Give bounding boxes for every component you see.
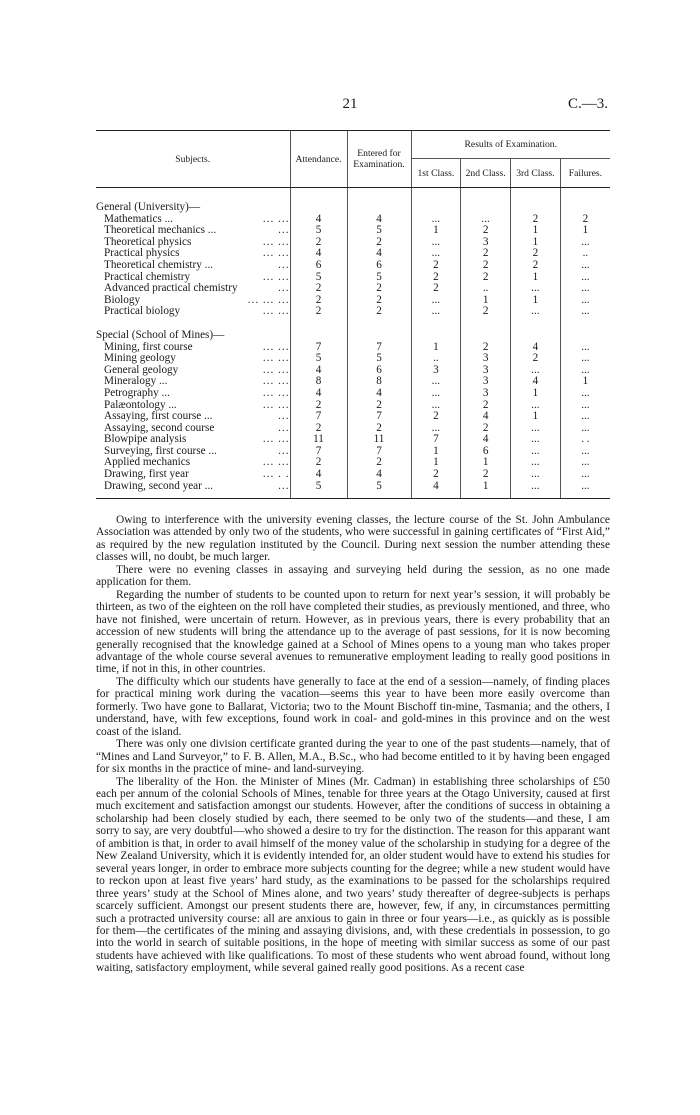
subject-cell — [96, 295, 290, 307]
first-cell: ... — [411, 214, 461, 226]
entered-cell: 2 — [347, 237, 411, 249]
third-cell: ... — [511, 306, 561, 318]
empty-cell — [411, 202, 461, 214]
subject-name: Advanced practical chemistry — [104, 283, 238, 295]
subject-cell-inner — [96, 457, 290, 469]
leader-dots: ... ... — [262, 248, 290, 260]
subject-cell-inner — [96, 283, 290, 295]
failures-cell: ... — [560, 469, 610, 481]
subject-cell-inner — [96, 434, 290, 446]
failures-cell: ... — [560, 306, 610, 318]
third-cell: 4 — [511, 376, 561, 388]
attendance-cell: 2 — [290, 423, 347, 435]
leader-dots: ... — [278, 411, 290, 423]
subject-name: Mineralogy ... — [104, 376, 168, 388]
attendance-cell: 5 — [290, 353, 347, 365]
paragraph: The difficulty which our students have generally to face at the end of a session—namely, of finding places for practical mining work during the vacation—seems this year to have been more easily overcome than formerly. Two have gone to Ballarat, Victoria; two to the Mount Bischoff tin-mine, Tasmania; and the others, I understand, have, with few exceptions, found work in coal- and gold-mines in this province and on the west coast of the island. — [96, 675, 610, 738]
third-cell: ... — [511, 434, 561, 446]
subject-cell — [96, 434, 290, 446]
subject-cell — [96, 260, 290, 272]
paragraph: There was only one division certificate granted during the year to one of the past students—namely, that of “Mines and Land Surveyor,” to F. B. Allen, M.A., B.Sc., who had become entitled to it by having been engaged for six months in the practice of mine- and land-surveying. — [96, 738, 610, 776]
table-group-heading-row — [96, 202, 610, 214]
spacer-cell — [290, 188, 347, 203]
third-cell: 2 — [511, 353, 561, 365]
failures-cell: ... — [560, 457, 610, 469]
failures-cell: ... — [560, 353, 610, 365]
leader-dots: ... ... — [262, 353, 290, 365]
spacer-cell — [560, 188, 610, 203]
row-spacer — [96, 188, 610, 203]
second-cell: 3 — [461, 353, 511, 365]
third-cell: ... — [511, 469, 561, 481]
subject-cell — [96, 400, 290, 412]
entered-cell: 2 — [347, 283, 411, 295]
table-row — [96, 225, 610, 237]
entered-cell: 4 — [347, 248, 411, 260]
header-failures: Failures. — [560, 159, 610, 188]
page-number: 21 — [342, 96, 358, 112]
first-cell: 2 — [411, 283, 461, 295]
subject-cell — [96, 237, 290, 249]
subject-cell — [96, 214, 290, 226]
subject-name: Practical physics — [104, 248, 180, 260]
third-cell: 1 — [511, 295, 561, 307]
subject-name: Mining geology — [104, 353, 176, 365]
examination-results-table — [96, 130, 610, 499]
attendance-cell: 6 — [290, 260, 347, 272]
first-cell: ... — [411, 306, 461, 318]
failures-cell: ... — [560, 260, 610, 272]
subject-cell-inner — [96, 376, 290, 388]
first-cell: ... — [411, 423, 461, 435]
table-row — [96, 469, 610, 481]
subject-name: Surveying, first course ... — [104, 445, 217, 457]
table-row — [96, 295, 610, 307]
header-results: Results of Examination. — [411, 131, 610, 159]
attendance-cell: 7 — [290, 342, 347, 354]
table-row — [96, 237, 610, 249]
subject-cell-inner — [96, 225, 290, 237]
second-cell: 2 — [461, 272, 511, 284]
table-row — [96, 423, 610, 435]
first-cell: ... — [411, 400, 461, 412]
second-cell: 3 — [461, 388, 511, 400]
table-row — [96, 481, 610, 499]
failures-cell: ... — [560, 400, 610, 412]
entered-cell: 5 — [347, 225, 411, 237]
first-cell: 1 — [411, 457, 461, 469]
spacer-cell — [511, 188, 561, 203]
attendance-cell: 2 — [290, 295, 347, 307]
entered-cell: 5 — [347, 272, 411, 284]
subject-cell-inner — [96, 365, 290, 377]
subject-cell — [96, 423, 290, 435]
failures-cell: ... — [560, 423, 610, 435]
paragraph: The liberality of the Hon. the Minister of Mines (Mr. Cadman) in establishing three scholarships of £50 each per annum of the colonial Schools of Mines, tenable for three years at the Otago University, caused at first much excitement and satisfaction amongst our students. However, after the conditions of success in obtaining a scholarship had been closely studied by each, there seemed to be only two of the students—and these, I am sorry to say, are very doubtful—who showed a desire to try for the distinction. The reason for this apparant want of ambition is that, in order to avail himself of the money value of the scholarship in studying for a degree of the New Zealand University, which it is evidently intended for, an older student would have to extend his studies for several years longer, in order to embrace more subjects counting for the degree; while a new student would have to reckon upon at least five years’ hard study, as the examinations to be passed for the scholarships required three years’ study at the School of Mines alone, and two years’ study thereafter of degree-subjects is perhaps scarcely sufficient. Amongst our present students there are, however, few, if any, in circumstances permitting such a protracted university course: all are anxious to gain in three or four years—i.e., as quickly as is possible for them—the certificates of the mining and assaying divisions, and, with these credentials in possession, to go into the world in search of suitable positions, in the hope of meeting with similar success as some of our past students have achieved with like qualifications. To most of these students who went abroad found, without long waiting, satisfactory employment, while several gained really good positions. As a recent case — [96, 775, 610, 975]
attendance-cell: 4 — [290, 214, 347, 226]
failures-cell: . . — [560, 434, 610, 446]
third-cell: 1 — [511, 272, 561, 284]
subject-name: Assaying, second course — [104, 422, 215, 434]
subject-cell — [96, 411, 290, 423]
table-row — [96, 434, 610, 446]
header-third-class: 3rd Class. — [511, 159, 561, 188]
leader-dots: ... ... — [262, 399, 290, 411]
table-row — [96, 214, 610, 226]
leader-dots: ... — [278, 480, 290, 492]
spacer-cell — [411, 318, 461, 330]
first-cell: 1 — [411, 225, 461, 237]
first-cell: ... — [411, 237, 461, 249]
subject-name: Theoretical chemistry ... — [104, 259, 214, 271]
second-cell: 2 — [461, 342, 511, 354]
subject-name: General geology — [104, 364, 179, 376]
first-cell: ... — [411, 248, 461, 260]
subject-name: Biology — [104, 294, 141, 306]
table-group-heading-row — [96, 330, 610, 342]
table-row — [96, 457, 610, 469]
third-cell: 2 — [511, 248, 561, 260]
table-row — [96, 446, 610, 458]
second-cell: 3 — [461, 237, 511, 249]
subject-cell — [96, 272, 290, 284]
empty-cell — [560, 202, 610, 214]
second-cell: ... — [461, 214, 511, 226]
subject-cell-inner — [96, 446, 290, 458]
table-row — [96, 272, 610, 284]
leader-dots: ... ... — [262, 434, 290, 446]
second-cell: 2 — [461, 423, 511, 435]
empty-cell — [290, 202, 347, 214]
subject-cell-inner — [96, 353, 290, 365]
document-reference: C.—3. — [568, 96, 609, 112]
subject-cell-inner — [96, 469, 290, 481]
entered-cell: 2 — [347, 295, 411, 307]
entered-cell: 7 — [347, 446, 411, 458]
spacer-cell — [411, 188, 461, 203]
empty-cell — [560, 330, 610, 342]
third-cell: 1 — [511, 388, 561, 400]
subject-cell-inner — [96, 481, 290, 493]
third-cell: 2 — [511, 214, 561, 226]
leader-dots: ... ... — [262, 236, 290, 248]
subject-name: Mathematics ... — [104, 213, 173, 225]
subject-cell — [96, 481, 290, 499]
attendance-cell: 5 — [290, 481, 347, 499]
leader-dots: ... ... ... — [247, 294, 290, 306]
subject-cell-inner — [96, 248, 290, 260]
group-title: General (University)— — [96, 202, 201, 213]
table-body — [96, 188, 610, 499]
paragraph: Owing to interference with the university evening classes, the lecture course of the St. John Ambulance Association was attended by only two of the students, who were successful in gaining certificates of “First Aid,” as required by the new regulation instituted by the Council. During next session the number attending these classes will, no doubt, be much larger. — [96, 514, 610, 564]
leader-dots: ... — [278, 422, 290, 434]
failures-cell: ... — [560, 342, 610, 354]
subject-name: Assaying, first course ... — [104, 411, 213, 423]
table-row — [96, 353, 610, 365]
subject-cell — [96, 469, 290, 481]
attendance-cell: 7 — [290, 411, 347, 423]
empty-cell — [461, 330, 511, 342]
attendance-cell: 4 — [290, 388, 347, 400]
subject-cell — [96, 446, 290, 458]
subject-cell-inner — [96, 388, 290, 400]
leader-dots: ... ... — [262, 341, 290, 353]
table-row — [96, 342, 610, 354]
table-row — [96, 260, 610, 272]
third-cell: 1 — [511, 225, 561, 237]
entered-cell: 2 — [347, 400, 411, 412]
leader-dots: ... ... — [262, 364, 290, 376]
third-cell: ... — [511, 400, 561, 412]
body-text — [96, 514, 610, 975]
attendance-cell: 4 — [290, 248, 347, 260]
attendance-cell: 5 — [290, 272, 347, 284]
subject-name: Practical chemistry — [104, 271, 191, 283]
subject-cell — [96, 457, 290, 469]
first-cell: 3 — [411, 365, 461, 377]
subject-cell-inner — [96, 411, 290, 423]
entered-cell: 6 — [347, 260, 411, 272]
spacer-cell — [347, 318, 411, 330]
leader-dots: ... — [278, 445, 290, 457]
subject-cell-inner — [96, 306, 290, 318]
failures-cell: ... — [560, 237, 610, 249]
subject-name: Practical biology — [104, 306, 181, 318]
failures-cell: ... — [560, 295, 610, 307]
attendance-cell: 11 — [290, 434, 347, 446]
row-spacer — [96, 318, 610, 330]
second-cell: 2 — [461, 248, 511, 260]
attendance-cell: 2 — [290, 306, 347, 318]
table-row — [96, 365, 610, 377]
subject-cell — [96, 342, 290, 354]
entered-cell: 4 — [347, 469, 411, 481]
leader-dots: ... — [278, 283, 290, 295]
subject-name: Drawing, first year — [104, 469, 189, 481]
header-attendance: Attendance. — [290, 131, 347, 188]
subject-cell — [96, 353, 290, 365]
second-cell: 6 — [461, 446, 511, 458]
entered-cell: 5 — [347, 353, 411, 365]
second-cell: 3 — [461, 365, 511, 377]
attendance-cell: 4 — [290, 469, 347, 481]
header-subjects: Subjects. — [96, 131, 290, 188]
subject-cell-inner — [96, 260, 290, 272]
first-cell: 4 — [411, 481, 461, 499]
failures-cell: ... — [560, 272, 610, 284]
failures-cell: 1 — [560, 225, 610, 237]
subject-cell — [96, 283, 290, 295]
spacer-cell — [461, 318, 511, 330]
subject-name: Drawing, second year ... — [104, 480, 214, 492]
subject-name: Theoretical physics — [104, 236, 192, 248]
attendance-cell: 7 — [290, 446, 347, 458]
second-cell: 3 — [461, 376, 511, 388]
attendance-cell: 2 — [290, 400, 347, 412]
leader-dots: ... . . — [262, 469, 290, 481]
spacer-cell — [560, 318, 610, 330]
leader-dots: ... ... — [262, 213, 290, 225]
first-cell: 2 — [411, 260, 461, 272]
first-cell: ... — [411, 388, 461, 400]
subject-name: Petrography ... — [104, 387, 170, 399]
table-row — [96, 376, 610, 388]
second-cell: 1 — [461, 295, 511, 307]
empty-cell — [347, 330, 411, 342]
paragraph: Regarding the number of students to be counted upon to return for next year’s session, it will probably be thirteen, as two of the eighteen on the roll have completed their studies, as previously mentioned, and three, who have not finished, were uncertain of return. However, as in previous years, there is every probability that an accession of new students will bring the attendance up to the average of past sessions, for it is now becoming generally recognised that the knowledge gained at a School of Mines opens to a young man who takes proper advantage of the whole course several avenues to remunerative employment leading to really good positions in time, if not in this, in other countries. — [96, 588, 610, 676]
spacer-cell — [461, 188, 511, 203]
entered-cell: 4 — [347, 388, 411, 400]
table-row — [96, 400, 610, 412]
empty-cell — [347, 202, 411, 214]
first-cell: 2 — [411, 469, 461, 481]
table-row — [96, 283, 610, 295]
attendance-cell: 4 — [290, 365, 347, 377]
failures-cell: ... — [560, 411, 610, 423]
table-row — [96, 306, 610, 318]
empty-cell — [461, 202, 511, 214]
entered-cell: 4 — [347, 214, 411, 226]
attendance-cell: 2 — [290, 457, 347, 469]
second-cell: 2 — [461, 306, 511, 318]
second-cell: 1 — [461, 481, 511, 499]
leader-dots: ... ... — [262, 376, 290, 388]
attendance-cell: 2 — [290, 237, 347, 249]
attendance-cell: 8 — [290, 376, 347, 388]
third-cell: ... — [511, 446, 561, 458]
subject-cell-inner — [96, 237, 290, 249]
failures-cell: .. — [560, 248, 610, 260]
subject-cell-inner — [96, 272, 290, 284]
second-cell: 1 — [461, 457, 511, 469]
subject-cell — [96, 388, 290, 400]
failures-cell: ... — [560, 283, 610, 295]
attendance-cell: 2 — [290, 283, 347, 295]
second-cell: 4 — [461, 434, 511, 446]
group-title: Special (School of Mines)— — [96, 329, 225, 341]
third-cell: 2 — [511, 260, 561, 272]
subject-name: Blowpipe analysis — [104, 434, 187, 446]
third-cell: ... — [511, 481, 561, 499]
spacer-cell — [511, 318, 561, 330]
subject-cell — [96, 225, 290, 237]
subject-cell-inner — [96, 342, 290, 354]
leader-dots: ... ... — [262, 306, 290, 318]
attendance-cell: 5 — [290, 225, 347, 237]
subject-name: Palæontology ... — [104, 399, 177, 411]
subject-name: Applied mechanics — [104, 457, 191, 469]
subject-name: Theoretical mechanics ... — [104, 225, 217, 237]
table-row — [96, 388, 610, 400]
empty-cell — [411, 330, 461, 342]
first-cell: 1 — [411, 342, 461, 354]
third-cell: 4 — [511, 342, 561, 354]
leader-dots: ... ... — [262, 387, 290, 399]
first-cell: 2 — [411, 272, 461, 284]
failures-cell: 2 — [560, 214, 610, 226]
subject-cell-inner — [96, 214, 290, 226]
spacer-cell — [347, 188, 411, 203]
entered-cell: 2 — [347, 457, 411, 469]
entered-cell: 11 — [347, 434, 411, 446]
leader-dots: ... ... — [262, 271, 290, 283]
third-cell: 1 — [511, 411, 561, 423]
subject-cell — [96, 376, 290, 388]
subject-cell — [96, 365, 290, 377]
empty-cell — [511, 330, 561, 342]
subject-cell-inner — [96, 400, 290, 412]
first-cell: 1 — [411, 446, 461, 458]
subject-name: Mining, first course — [104, 341, 193, 353]
entered-cell: 8 — [347, 376, 411, 388]
entered-cell: 2 — [347, 306, 411, 318]
third-cell: 1 — [511, 237, 561, 249]
second-cell: 4 — [461, 411, 511, 423]
spacer-cell — [290, 318, 347, 330]
entered-cell: 6 — [347, 365, 411, 377]
leader-dots: ... — [278, 225, 290, 237]
entered-cell: 2 — [347, 423, 411, 435]
third-cell: ... — [511, 365, 561, 377]
header-first-class: 1st Class. — [411, 159, 461, 188]
entered-cell: 7 — [347, 342, 411, 354]
failures-cell: ... — [560, 365, 610, 377]
empty-cell — [290, 330, 347, 342]
third-cell: ... — [511, 283, 561, 295]
subject-cell-inner — [96, 423, 290, 435]
first-cell: 7 — [411, 434, 461, 446]
header-second-class: 2nd Class. — [461, 159, 511, 188]
third-cell: ... — [511, 423, 561, 435]
subject-cell — [96, 248, 290, 260]
paragraph: There were no evening classes in assaying and surveying held during the session, as no one made application for them. — [96, 563, 610, 589]
failures-cell: ... — [560, 446, 610, 458]
examination-results-table-container — [96, 130, 610, 499]
subject-cell — [96, 306, 290, 318]
second-cell: 2 — [461, 225, 511, 237]
second-cell: 2 — [461, 469, 511, 481]
subject-cell-inner — [96, 295, 290, 307]
spacer-cell — [96, 188, 290, 203]
leader-dots: ... ... — [262, 457, 290, 469]
entered-cell: 7 — [347, 411, 411, 423]
second-cell: 2 — [461, 400, 511, 412]
second-cell: 2 — [461, 260, 511, 272]
entered-cell: 5 — [347, 481, 411, 499]
failures-cell: 1 — [560, 376, 610, 388]
failures-cell: ... — [560, 481, 610, 499]
header-entered: Entered for Examination. — [347, 131, 411, 188]
first-cell: ... — [411, 295, 461, 307]
first-cell: ... — [411, 376, 461, 388]
empty-cell — [511, 202, 561, 214]
first-cell: .. — [411, 353, 461, 365]
spacer-cell — [96, 318, 290, 330]
table-row — [96, 248, 610, 260]
table-row — [96, 411, 610, 423]
second-cell: .. — [461, 283, 511, 295]
third-cell: ... — [511, 457, 561, 469]
failures-cell: ... — [560, 388, 610, 400]
leader-dots: ... — [278, 259, 290, 271]
first-cell: 2 — [411, 411, 461, 423]
